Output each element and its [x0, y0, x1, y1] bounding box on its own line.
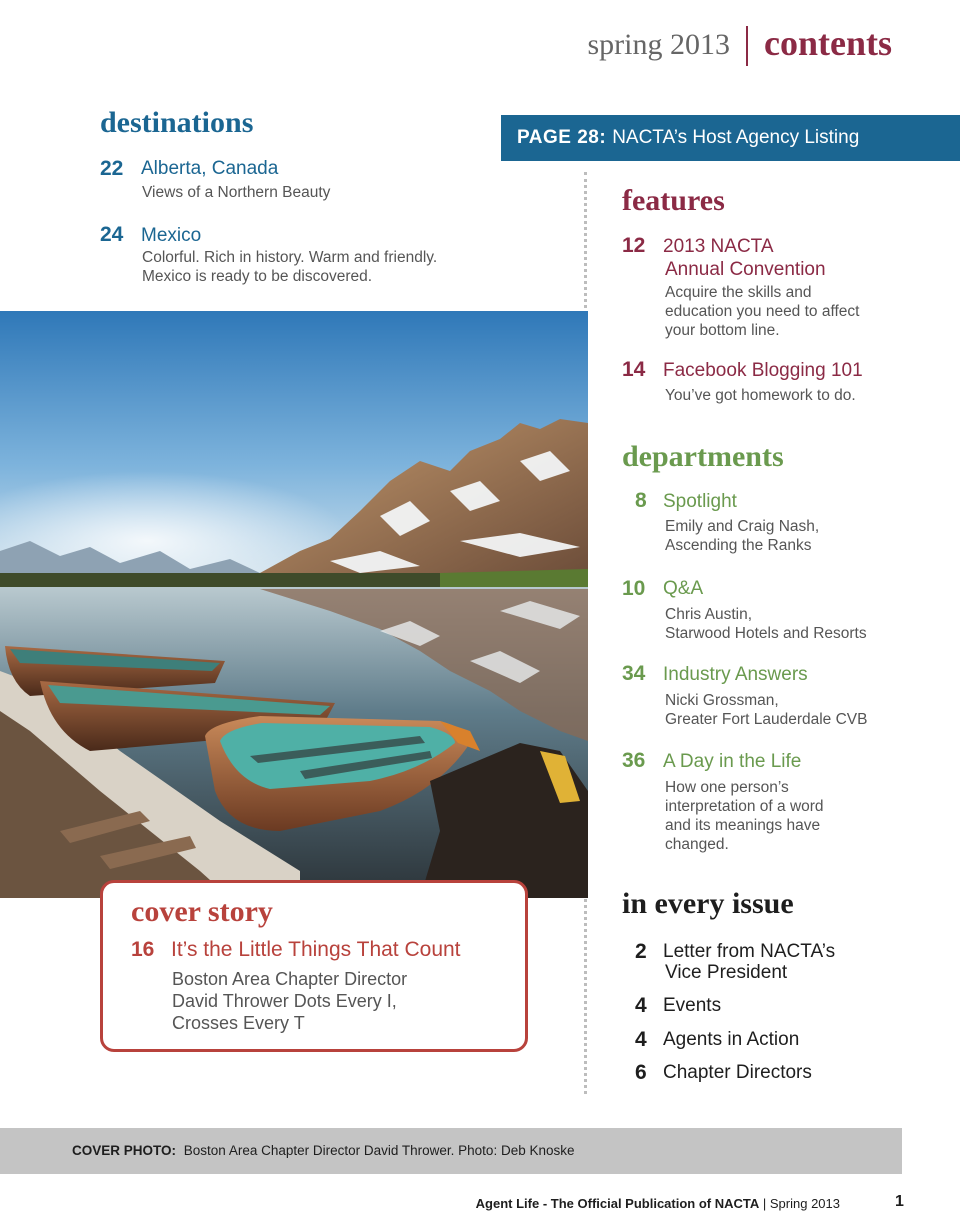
- entry-description: David Thrower Dots Every I,: [172, 991, 397, 1011]
- cover-photo-credit: [72, 1143, 574, 1158]
- entry-title: Vice President: [665, 962, 788, 983]
- cover-story-heading: cover story: [131, 895, 273, 928]
- entry-page-number: 14: [622, 358, 646, 381]
- entry-title: Annual Convention: [665, 259, 826, 280]
- entry-description: You’ve got homework to do.: [665, 387, 856, 404]
- publication-line: [476, 1196, 840, 1211]
- host-agency-banner[interactable]: [501, 115, 960, 161]
- entry-title: Q&A: [663, 578, 704, 599]
- entry-page-number: 34: [622, 662, 646, 685]
- entry-description: education you need to affect: [665, 303, 860, 320]
- features-heading: features: [622, 184, 725, 217]
- entry-title: Events: [663, 995, 722, 1016]
- entry-description: Crosses Every T: [172, 1013, 305, 1033]
- cover-story-box[interactable]: [100, 880, 528, 1052]
- entry-description: Acquire the skills and: [665, 284, 812, 301]
- entry-title: 2013 NACTA: [663, 236, 774, 257]
- entry-description: Starwood Hotels and Resorts: [665, 625, 867, 642]
- entry-description: changed.: [665, 836, 729, 853]
- destinations-heading: destinations: [100, 106, 254, 139]
- entry-description: interpretation of a word: [665, 798, 824, 815]
- entry-title: Chapter Directors: [663, 1062, 812, 1083]
- entry-page-number: 22: [100, 157, 124, 180]
- entry-page-number: 36: [622, 749, 646, 772]
- entry-description: Views of a Northern Beauty: [142, 184, 331, 201]
- cover-photo-label: COVER PHOTO:: [72, 1143, 177, 1158]
- entry-page-number: 6: [635, 1061, 647, 1084]
- entry-description: Emily and Craig Nash,: [665, 518, 820, 535]
- entry-page-number: 24: [100, 223, 124, 246]
- entry-title: Facebook Blogging 101: [663, 360, 863, 381]
- entry-page-number: 10: [622, 577, 646, 600]
- departments-heading: departments: [622, 440, 784, 473]
- entry-page-number: 8: [635, 489, 647, 512]
- entry-title: Spotlight: [663, 491, 737, 512]
- entry-description: your bottom line.: [665, 322, 780, 339]
- entry-title: Industry Answers: [663, 664, 808, 685]
- entry-title: Agents in Action: [663, 1029, 800, 1050]
- every-issue-heading: in every issue: [622, 887, 794, 920]
- entry-title: Mexico: [141, 225, 202, 246]
- page-title: contents: [764, 23, 892, 63]
- entry-page-number: 4: [635, 1028, 647, 1051]
- entry-description: Nicki Grossman,: [665, 692, 779, 709]
- entry-page-number: 12: [622, 234, 646, 257]
- entry-page-number: 2: [635, 940, 647, 963]
- entry-title: A Day in the Life: [663, 751, 802, 772]
- entry-description: Chris Austin,: [665, 606, 753, 623]
- header-divider: [746, 26, 748, 66]
- banner-label: PAGE 28:: [517, 127, 607, 148]
- entry-description: Colorful. Rich in history. Warm and friendly.: [142, 249, 438, 266]
- entry-title: Letter from NACTA’s: [663, 941, 836, 962]
- entry-description: How one person’s: [665, 779, 789, 796]
- entry-page-number: 16: [131, 938, 155, 961]
- entry-title: Alberta, Canada: [141, 158, 279, 179]
- entry-description: Greater Fort Lauderdale CVB: [665, 711, 868, 728]
- page-number: 1: [895, 1193, 904, 1210]
- entry-description: Ascending the Ranks: [665, 537, 812, 554]
- entry-title: It’s the Little Things That Count: [171, 938, 461, 961]
- cover-photo-text: Boston Area Chapter Director David Thrower. Photo: Deb Knoske: [183, 1143, 575, 1158]
- publication-name: Agent Life - The Official Publication of NACTA: [475, 1196, 760, 1211]
- issue-season: spring 2013: [587, 28, 730, 61]
- entry-description: Mexico is ready to be discovered.: [142, 268, 373, 285]
- entry-page-number: 4: [635, 994, 647, 1017]
- banner-text: NACTA’s Host Agency Listing: [612, 127, 860, 148]
- entry-description: and its meanings have: [665, 817, 821, 834]
- lake-boats-photo: [0, 311, 588, 898]
- publication-issue: | Spring 2013: [762, 1196, 840, 1211]
- entry-description: Boston Area Chapter Director: [172, 969, 408, 989]
